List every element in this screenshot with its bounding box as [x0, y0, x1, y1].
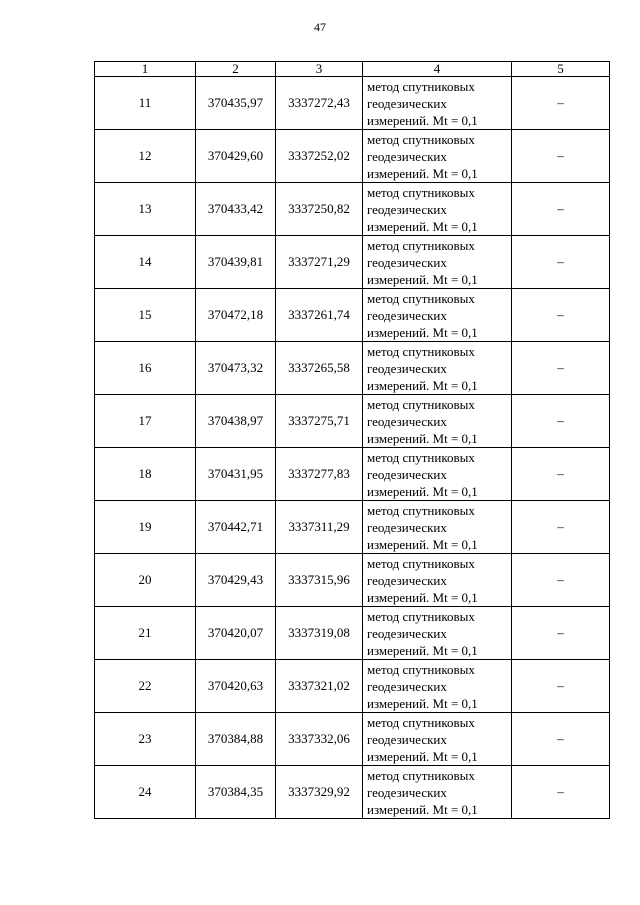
table-row: [95, 183, 610, 236]
note-cell: –: [512, 766, 610, 819]
x-coordinate-cell: 370439,81: [196, 236, 276, 289]
method-line: метод спутниковых: [367, 555, 475, 571]
method-line: метод спутниковых: [367, 502, 475, 518]
point-number-cell: 21: [95, 607, 196, 660]
method-line: измерений. Mt = 0,1: [367, 218, 478, 234]
method-line: геодезических: [367, 678, 447, 694]
y-coordinate-cell: 3337261,74: [276, 289, 363, 342]
method-line: геодезических: [367, 466, 447, 482]
point-number-cell: 14: [95, 236, 196, 289]
method-line: метод спутниковых: [367, 396, 475, 412]
x-coordinate-cell: 370420,07: [196, 607, 276, 660]
point-number-cell: 17: [95, 395, 196, 448]
y-coordinate-cell: 3337271,29: [276, 236, 363, 289]
x-coordinate-cell: 370429,60: [196, 130, 276, 183]
method-line: геодезических: [367, 307, 447, 323]
method-line: измерений. Mt = 0,1: [367, 483, 478, 499]
method-line: метод спутниковых: [367, 608, 475, 624]
note-cell: –: [512, 607, 610, 660]
x-coordinate-cell: 370472,18: [196, 289, 276, 342]
table-row: [95, 607, 610, 660]
method-cell: [363, 183, 512, 236]
method-line: геодезических: [367, 731, 447, 747]
method-cell: [363, 342, 512, 395]
note-cell: –: [512, 660, 610, 713]
table-row: [95, 713, 610, 766]
method-cell: [363, 77, 512, 130]
y-coordinate-cell: 3337332,06: [276, 713, 363, 766]
y-coordinate-cell: 3337275,71: [276, 395, 363, 448]
y-coordinate-cell: 3337265,58: [276, 342, 363, 395]
header-cell-3: 3: [276, 62, 363, 77]
note-cell: –: [512, 713, 610, 766]
y-coordinate-cell: 3337315,96: [276, 554, 363, 607]
method-line: метод спутниковых: [367, 343, 475, 359]
note-cell: –: [512, 77, 610, 130]
header-cell-1: 1: [95, 62, 196, 77]
table-row: [95, 448, 610, 501]
point-number-cell: 22: [95, 660, 196, 713]
y-coordinate-cell: 3337272,43: [276, 77, 363, 130]
table-row: [95, 289, 610, 342]
method-cell: [363, 236, 512, 289]
method-line: измерений. Mt = 0,1: [367, 801, 478, 817]
method-line: метод спутниковых: [367, 237, 475, 253]
method-cell: [363, 130, 512, 183]
method-line: измерений. Mt = 0,1: [367, 271, 478, 287]
point-number-cell: 12: [95, 130, 196, 183]
table-row: [95, 766, 610, 819]
method-line: геодезических: [367, 201, 447, 217]
note-cell: –: [512, 448, 610, 501]
page-number: 47: [314, 20, 326, 34]
method-line: измерений. Mt = 0,1: [367, 589, 478, 605]
note-cell: –: [512, 183, 610, 236]
point-number-cell: 20: [95, 554, 196, 607]
header-cell-5: 5: [512, 62, 610, 77]
method-line: метод спутниковых: [367, 184, 475, 200]
point-number-cell: 19: [95, 501, 196, 554]
x-coordinate-cell: 370433,42: [196, 183, 276, 236]
note-cell: –: [512, 236, 610, 289]
method-line: геодезических: [367, 519, 447, 535]
point-number-cell: 15: [95, 289, 196, 342]
note-cell: –: [512, 554, 610, 607]
method-line: измерений. Mt = 0,1: [367, 642, 478, 658]
method-line: метод спутниковых: [367, 767, 475, 783]
table-row: [95, 236, 610, 289]
point-number-cell: 11: [95, 77, 196, 130]
note-cell: –: [512, 395, 610, 448]
method-line: измерений. Mt = 0,1: [367, 377, 478, 393]
y-coordinate-cell: 3337252,02: [276, 130, 363, 183]
table-row: [95, 660, 610, 713]
x-coordinate-cell: 370429,43: [196, 554, 276, 607]
method-line: измерений. Mt = 0,1: [367, 165, 478, 181]
header-row: [95, 62, 610, 77]
x-coordinate-cell: 370473,32: [196, 342, 276, 395]
table-body: [95, 77, 610, 819]
method-line: геодезических: [367, 254, 447, 270]
table-row: [95, 342, 610, 395]
method-cell: [363, 448, 512, 501]
x-coordinate-cell: 370384,88: [196, 713, 276, 766]
x-coordinate-cell: 370431,95: [196, 448, 276, 501]
header-cell-4: 4: [363, 62, 512, 77]
point-number-cell: 16: [95, 342, 196, 395]
method-cell: [363, 501, 512, 554]
method-cell: [363, 554, 512, 607]
point-number-cell: 18: [95, 448, 196, 501]
method-line: геодезических: [367, 625, 447, 641]
method-line: геодезических: [367, 360, 447, 376]
coordinates-table: [94, 61, 610, 819]
method-line: метод спутниковых: [367, 449, 475, 465]
point-number-cell: 24: [95, 766, 196, 819]
note-cell: –: [512, 342, 610, 395]
y-coordinate-cell: 3337311,29: [276, 501, 363, 554]
table-row: [95, 77, 610, 130]
x-coordinate-cell: 370384,35: [196, 766, 276, 819]
method-line: метод спутниковых: [367, 131, 475, 147]
method-line: измерений. Mt = 0,1: [367, 324, 478, 340]
method-line: измерений. Mt = 0,1: [367, 536, 478, 552]
method-line: геодезических: [367, 784, 447, 800]
note-cell: –: [512, 289, 610, 342]
method-line: измерений. Mt = 0,1: [367, 112, 478, 128]
x-coordinate-cell: 370420,63: [196, 660, 276, 713]
method-cell: [363, 607, 512, 660]
method-line: геодезических: [367, 148, 447, 164]
point-number-cell: 13: [95, 183, 196, 236]
table-row: [95, 501, 610, 554]
method-cell: [363, 395, 512, 448]
method-line: метод спутниковых: [367, 661, 475, 677]
y-coordinate-cell: 3337250,82: [276, 183, 363, 236]
method-line: геодезических: [367, 572, 447, 588]
method-cell: [363, 660, 512, 713]
method-line: метод спутниковых: [367, 714, 475, 730]
header-cell-2: 2: [196, 62, 276, 77]
table-row: [95, 395, 610, 448]
table-row: [95, 130, 610, 183]
table-row: [95, 554, 610, 607]
method-cell: [363, 289, 512, 342]
method-cell: [363, 766, 512, 819]
y-coordinate-cell: 3337321,02: [276, 660, 363, 713]
x-coordinate-cell: 370435,97: [196, 77, 276, 130]
method-line: геодезических: [367, 95, 447, 111]
method-line: измерений. Mt = 0,1: [367, 430, 478, 446]
note-cell: –: [512, 130, 610, 183]
method-cell: [363, 713, 512, 766]
method-line: метод спутниковых: [367, 290, 475, 306]
x-coordinate-cell: 370442,71: [196, 501, 276, 554]
y-coordinate-cell: 3337277,83: [276, 448, 363, 501]
table-header: [95, 62, 610, 77]
method-line: измерений. Mt = 0,1: [367, 695, 478, 711]
y-coordinate-cell: 3337319,08: [276, 607, 363, 660]
method-line: метод спутниковых: [367, 78, 475, 94]
point-number-cell: 23: [95, 713, 196, 766]
method-line: геодезических: [367, 413, 447, 429]
method-line: измерений. Mt = 0,1: [367, 748, 478, 764]
x-coordinate-cell: 370438,97: [196, 395, 276, 448]
note-cell: –: [512, 501, 610, 554]
y-coordinate-cell: 3337329,92: [276, 766, 363, 819]
